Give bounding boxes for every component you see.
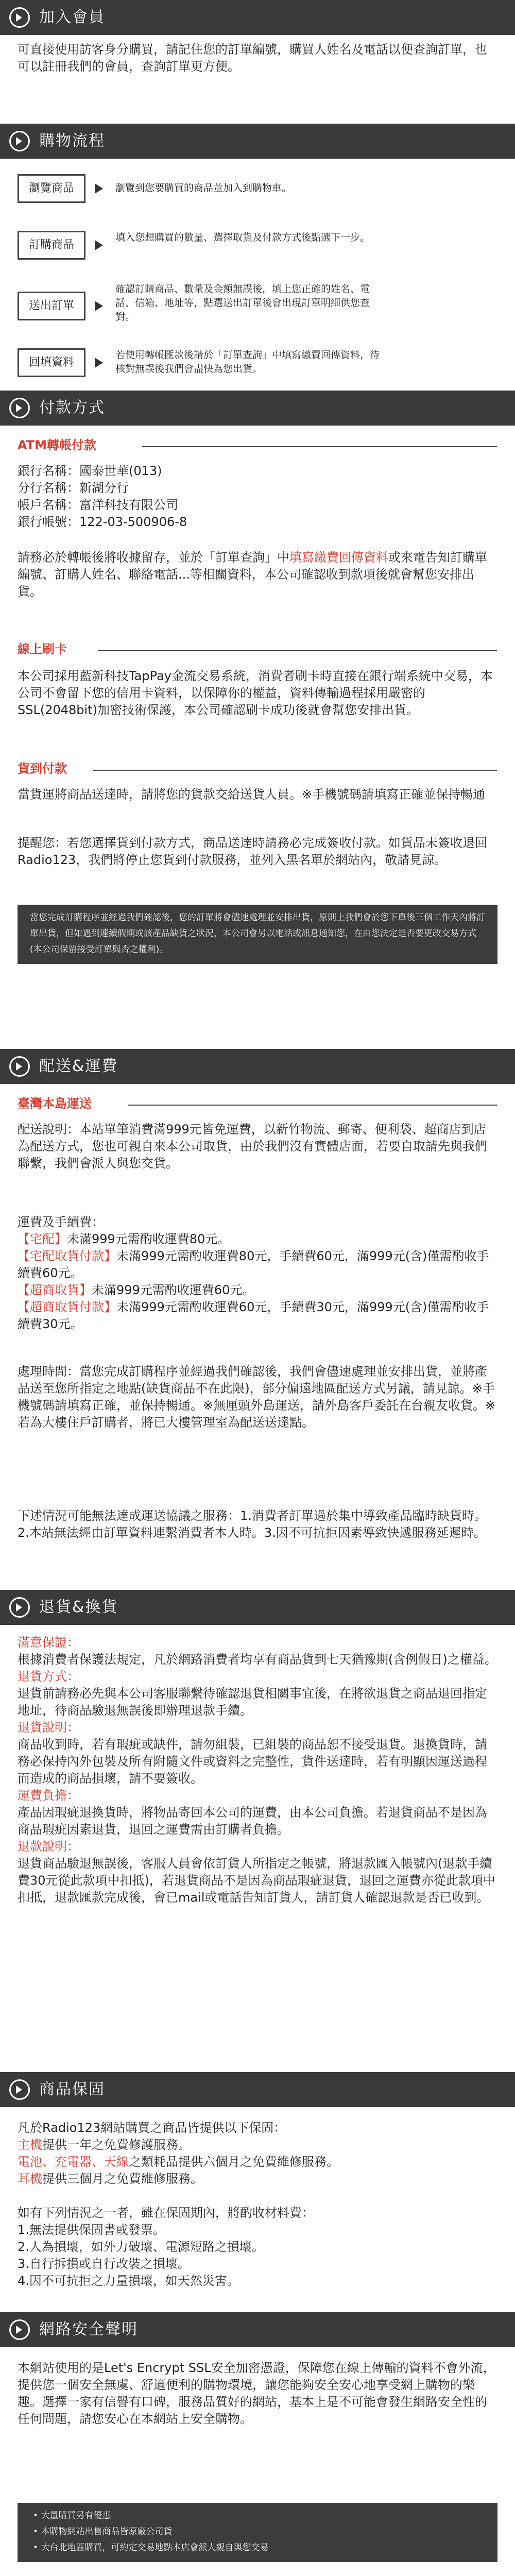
section-header-warranty bbox=[0, 2072, 515, 2107]
warranty-line bbox=[18, 2171, 497, 2188]
section-title: 退貨&換貨 bbox=[39, 1598, 118, 1616]
atm-note-text: 或來電告知訂購單編號、訂購人姓名、聯絡電話...等相關資料，本公司確認收到款項後就會幫您安排出貨。 bbox=[18, 550, 487, 599]
arrow-right-icon bbox=[9, 131, 30, 151]
fee-text: 未滿999元需酌收運費80元。 bbox=[67, 1232, 230, 1246]
fee-text: 未滿999元需酌收運費60元。 bbox=[92, 1283, 255, 1297]
section-header-security bbox=[0, 2312, 515, 2347]
fee-line bbox=[18, 1282, 497, 1299]
footer-note: • 大量購買另有優惠 bbox=[33, 2511, 111, 2521]
warranty-exclude: 1.無法提供保固書或發票。 bbox=[18, 2223, 165, 2237]
remind-text: 提醒您：若您選擇貨到付款方式，商品送達時請務必完成簽收付款。如貨品未簽收退回Radio123，我們將停止您貨到付款服務，並列入黑名單於網站內，敬請見諒。 bbox=[18, 836, 487, 867]
arrow-right-icon bbox=[95, 358, 103, 368]
divider bbox=[142, 446, 497, 447]
section-title: 網路安全聲明 bbox=[39, 2320, 138, 2338]
atm-line: 分行名稱：新湖分行 bbox=[18, 481, 129, 495]
returns-text: 根據消費者保護法規定，凡於網路消費者均享有商品貨到七天猶豫期(含例假日)之權益。 bbox=[18, 1652, 497, 1667]
fees-head: 運費及手續費： bbox=[18, 1215, 104, 1229]
returns-head: 退款說明： bbox=[18, 1839, 79, 1854]
warranty-exclude: 3.自行拆損或自行改裝之損壞。 bbox=[18, 2257, 190, 2271]
returns-content bbox=[18, 1634, 497, 1906]
arrow-right-icon bbox=[9, 2079, 30, 2100]
warranty-line bbox=[18, 2137, 497, 2154]
warranty-line bbox=[18, 2154, 497, 2171]
returns-head: 滿意保證： bbox=[18, 1635, 79, 1650]
warranty-item: 主機 bbox=[18, 2138, 42, 2152]
arrow-right-icon bbox=[9, 1597, 30, 1618]
card-title: 線上刷卡 bbox=[18, 642, 67, 656]
warranty-item: 電池、充電器、天線 bbox=[18, 2155, 129, 2169]
section-title: 加入會員 bbox=[39, 8, 105, 26]
footer-note-text: 本購物網站出售商品皆原廠公司貨 bbox=[41, 2527, 173, 2537]
join-text: 可直接使用訪客身分購買，請記住您的訂單編號，購買人姓名及電話以便查詢訂單，也可以註冊我們的會員，查詢訂單更方便。 bbox=[18, 42, 487, 74]
returns-text: 退貨前請務必先與本公司客服聯繫待確認退貨相關事宜後，在將欲退貨之商品退回指定地址，待商品驗退無誤後即辦理退款手續。 bbox=[18, 1686, 487, 1718]
returns-text: 退貨商品驗退無誤後，客服人員會依訂貨人所指定之帳號，將退款匯入帳號內(退款手續費30元從此款項中扣抵)，若退貨商品不是因為商品瑕疵退貨，退回之運費亦從此款項中扣抵，退款匯款完成後，會已mail或電話告知訂貨人，請訂貨人確認退款是否已收到。 bbox=[18, 1856, 495, 1905]
footer-notes bbox=[18, 2503, 497, 2562]
atm-line: 銀行帳號：122-03-500906-8 bbox=[18, 515, 187, 529]
security-text: 本網站使用的是Let's Encrypt SSL安全加密憑證，保障您在線上傳輸的資料不會外流，提供您一個安全無虞、舒適便利的購物環境，讓您能夠安全安心地享受網上購物的樂趣。選擇一家有信譽有口碑，服務品質好的網站，基本上是不可能會發生網路安全性的任何問題，請您安心在本網站上安全購物。 bbox=[18, 2361, 495, 2426]
flow-step-desc: 確認訂購商品、數量及金額無誤後，填上您正確的姓名、電話、信箱、地址等，點選送出訂單後會出現訂單明細供您查對。 bbox=[115, 283, 370, 323]
warranty-content bbox=[18, 2120, 497, 2290]
atm-note-text: 請務必於轉帳後將收據留存，並於「訂單查詢」中 bbox=[18, 550, 289, 565]
footer-note-text: 大量購買另有優惠 bbox=[41, 2511, 111, 2521]
flow-step-label: 瀏覽商品 bbox=[18, 174, 85, 203]
atm-note bbox=[18, 549, 497, 600]
section-header-join bbox=[0, 0, 515, 35]
arrow-right-icon bbox=[9, 2319, 30, 2340]
shipping-intro: 配送說明：本站單筆消費滿999元皆免運費，以新竹物流、郵寄、便利袋、超商店到店為配送方式，您也可親自來本公司取貨，由於我們沒有實體店面，若要自取請先與我們聯繫，我們會派人與您交貨。 bbox=[18, 1122, 487, 1171]
footer-note: • 大台北地區購買，可約定交易地點本店會派人親自與您交易 bbox=[33, 2543, 269, 2553]
fee-text: 未滿999元需酌收運費60元，手續費30元，滿999元(含)僅需酌收手續費30元。 bbox=[18, 1300, 489, 1331]
shipping-process: 處理時間：當您完成訂購程序並經過我們確認後，我們會儘速處理並安排出貨，並將產品送至您所指定之地點(缺貨商品不在此限)，部分偏遠地區配送方式另議，請見諒。※手機號碼請填寫正確，並保持暢通。※無厘頭外島運送，請外島客戶委託在台親友收貨。※若為大樓住戶訂購者，將已大樓管理室為配送送達點。 bbox=[18, 1364, 496, 1430]
warranty-text: 提供一年之免費修護服務。 bbox=[42, 2138, 191, 2152]
footer-note-text: 大台北地區購買，可約定交易地點本店會派人親自與您交易 bbox=[41, 2543, 269, 2553]
card-text: 本公司採用藍新科技TapPay金流交易系統，消費者刷卡時直接在銀行端系統中交易，本公司不會留下您的信用卡資料，以保障你的權益，資料傳輸過程採用嚴密的SSL(2048bit)加密技術保護，本公司確認刷卡成功後就會幫您安排出貨。 bbox=[18, 669, 493, 717]
section-header-payment bbox=[0, 391, 515, 426]
flow-step-label: 回填資料 bbox=[18, 348, 85, 377]
warranty-text: 提供三個月之免費維修服務。 bbox=[42, 2172, 203, 2186]
fee-line bbox=[18, 1248, 497, 1282]
atm-line: 銀行名稱：國泰世華(013) bbox=[18, 464, 162, 478]
cod-title: 貨到付款 bbox=[18, 761, 67, 776]
order-notice: 當您完成訂購程序並經過我們確認後，您的訂單將會儘速處理並安排出貨，原則上我們會於您下單後三個工作天內將訂單出貨，但如遇到連續假期或該產品缺貨之狀況，本公司會另以電話或訊息通知您，在由您決定是否要更改交易方式(本公司保留接受訂單與否之權利)。 bbox=[18, 905, 497, 964]
arrow-right-icon bbox=[95, 183, 103, 194]
divider bbox=[98, 650, 497, 651]
atm-details bbox=[18, 463, 497, 531]
warranty-intro: 凡於Radio123網站購買之商品皆提供以下保固： bbox=[18, 2121, 286, 2135]
flow-step-desc: 若使用轉帳匯款後請於「訂單查詢」中填寫繳費回傳資料，待核對無誤後我們會盡快為您出貨。 bbox=[115, 349, 380, 375]
fee-tag: 【宅配】 bbox=[18, 1232, 67, 1246]
returns-head: 退貨方式： bbox=[18, 1669, 79, 1684]
cod-text: 當貨運將商品送達時，請將您的貨款交給送貨人員。※手機號碼請填寫正確並保持暢通 bbox=[18, 787, 486, 802]
fee-line bbox=[18, 1231, 497, 1248]
footer-note: • 本購物網站出售商品皆原廠公司貨 bbox=[33, 2527, 173, 2537]
section-title: 配送&運費 bbox=[39, 1057, 118, 1075]
section-title: 付款方式 bbox=[39, 399, 105, 417]
returns-text: 商品收到時，若有瑕疵或缺件，請勿組裝，已組裝的商品恕不接受退貨。退換貨時，請務必保持內外包裝及所有附隨文件或資料之完整性，貨件送達時，若有明顯因運送過程而造成的商品損壞，請不要簽收。 bbox=[18, 1737, 487, 1786]
shipping-fees bbox=[18, 1214, 497, 1333]
flow-step-label: 送出訂單 bbox=[18, 292, 85, 320]
atm-title: ATM轉帳付款 bbox=[18, 438, 96, 452]
fee-line bbox=[18, 1299, 497, 1333]
section-header-returns bbox=[0, 1590, 515, 1625]
shipping-sub-title: 臺灣本島運送 bbox=[18, 1096, 92, 1111]
section-title: 商品保固 bbox=[39, 2080, 105, 2098]
flow-step-label: 訂購商品 bbox=[18, 231, 85, 260]
fee-text: 未滿999元需酌收運費80元，手續費60元，滿999元(含)僅需酌收手續費60元。 bbox=[18, 1249, 489, 1280]
section-header-flow bbox=[0, 124, 515, 159]
divider bbox=[128, 1105, 497, 1106]
warranty-exclude: 4.因不可抗拒之力量損壞，如天然災害。 bbox=[18, 2274, 239, 2288]
warranty-exclude-head: 如有下列情況之一者，雖在保固期內，將酌收材料費： bbox=[18, 2206, 314, 2220]
arrow-right-icon bbox=[9, 7, 30, 28]
arrow-right-icon bbox=[95, 240, 103, 250]
flow-step-desc: 填入您想購買的數量、選擇取貨及付款方式後點選下一步。 bbox=[115, 232, 370, 243]
returns-head: 運費負擔： bbox=[18, 1788, 79, 1803]
returns-head: 退貨說明： bbox=[18, 1720, 79, 1735]
returns-text: 產品因瑕疵退換貨時，將物品寄回本公司的運費，由本公司負擔。若退貨商品不是因為商品瑕疵因素退貨，退回之運費需由訂購者負擔。 bbox=[18, 1805, 487, 1837]
fee-tag: 【超商取貨】 bbox=[18, 1283, 92, 1297]
fee-tag: 【超商取貨付款】 bbox=[18, 1300, 116, 1314]
flow-step-desc: 瀏覽到您要購買的商品並加入到購物車。 bbox=[115, 182, 292, 194]
warranty-item: 耳機 bbox=[18, 2172, 42, 2186]
atm-note-highlight: 填寫繳費回傳資料 bbox=[289, 550, 388, 565]
warranty-exclude: 2.人為損壞，如外力破壞、電源短路之損壞。 bbox=[18, 2240, 264, 2254]
shipping-exceptions: 下述情況可能無法達成運送協議之服務：1.消費者訂單過於集中導致產品臨時缺貨時。2.本站無法經由訂單資料連繫消費者本人時。3.因不可抗拒因素導致快遞服務延遲時。 bbox=[18, 1509, 487, 1540]
arrow-right-icon bbox=[9, 1056, 30, 1077]
atm-line: 帳戶名稱：富洋科技有限公司 bbox=[18, 498, 178, 512]
arrow-right-icon bbox=[9, 398, 30, 418]
warranty-text: 之類耗品提供六個月之免費維修服務。 bbox=[129, 2155, 339, 2169]
section-title: 購物流程 bbox=[39, 132, 105, 150]
arrow-right-icon bbox=[95, 301, 103, 311]
fee-tag: 【宅配取貨付款】 bbox=[18, 1249, 116, 1263]
section-header-shipping bbox=[0, 1049, 515, 1084]
divider bbox=[93, 770, 497, 771]
